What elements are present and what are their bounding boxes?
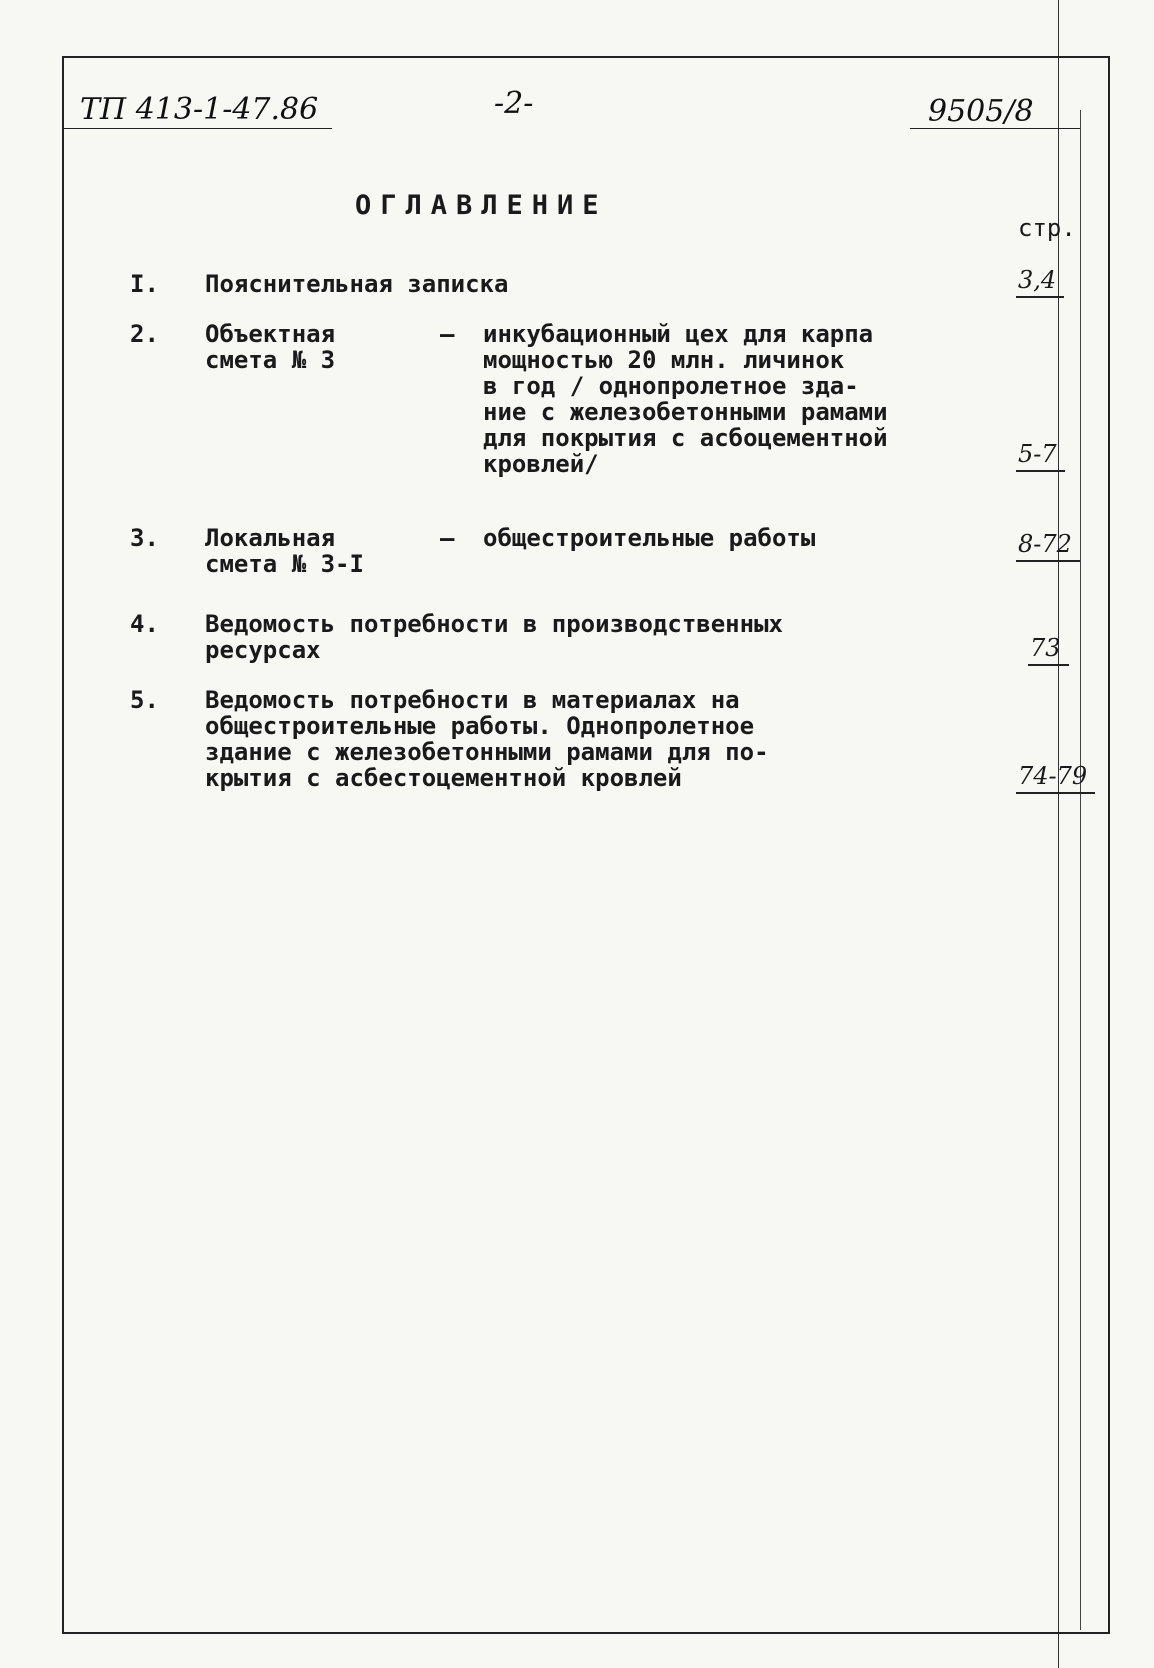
toc-item-dash: – <box>440 524 455 552</box>
toc-item-number: I. <box>130 270 159 298</box>
toc-item-desc-line: для покрытия с асбоцементной <box>483 424 888 452</box>
page-number: -2- <box>494 86 534 121</box>
toc-item-name-line: смета № 3 <box>205 346 336 374</box>
toc-item-dash: – <box>440 320 455 348</box>
toc-item-number: 3. <box>130 524 159 552</box>
toc-item-desc-line: в год / однопролетное зда- <box>483 372 859 400</box>
toc-item-desc-line: ние с железобетонными рамами <box>483 398 888 426</box>
toc-item-number: 4. <box>130 610 159 638</box>
toc-item-desc-line: мощностью 20 млн. личинок <box>483 346 845 374</box>
toc-item-pages: 73 <box>1028 634 1069 666</box>
toc-item-name-line: смета № 3-I <box>205 550 364 578</box>
toc-item-name-line: общестроительные работы. Однопролетное <box>205 712 755 740</box>
toc-item-pages: 8-72 <box>1016 530 1080 562</box>
toc-item-desc-line: кровлей/ <box>483 450 599 478</box>
page-title: ОГЛАВЛЕНИЕ <box>355 190 608 221</box>
toc-item-pages: 74-79 <box>1016 762 1095 794</box>
toc-item-name-line: здание с железобетонными рамами для по- <box>205 738 769 766</box>
toc-item-name-line: Локальная <box>205 524 336 552</box>
toc-item-name-line: Объектная <box>205 320 336 348</box>
toc-item-pages: 5-7 <box>1016 440 1065 472</box>
toc-item-name-line: Ведомость потребности в производственных <box>205 610 783 638</box>
toc-item-desc-line: общестроительные работы <box>483 524 816 552</box>
toc-item-number: 2. <box>130 320 159 348</box>
toc-item-name-line: Ведомость потребности в материалах на <box>205 686 740 714</box>
toc-item-name-line: Пояснительная записка <box>205 270 509 298</box>
toc-item-name-line: крытия с асбестоцементной кровлей <box>205 764 682 792</box>
toc-item-pages: 3,4 <box>1016 266 1064 298</box>
toc-item-desc-line: инкубационный цех для карпа <box>483 320 874 348</box>
toc-item-name-line: ресурсах <box>205 636 321 664</box>
doc-code: ТП 413-1-47.86 <box>80 92 319 127</box>
toc-item-number: 5. <box>130 686 159 714</box>
page-column-label: стр. <box>1018 214 1076 242</box>
sheet-ref: 9505/8 <box>928 94 1034 129</box>
